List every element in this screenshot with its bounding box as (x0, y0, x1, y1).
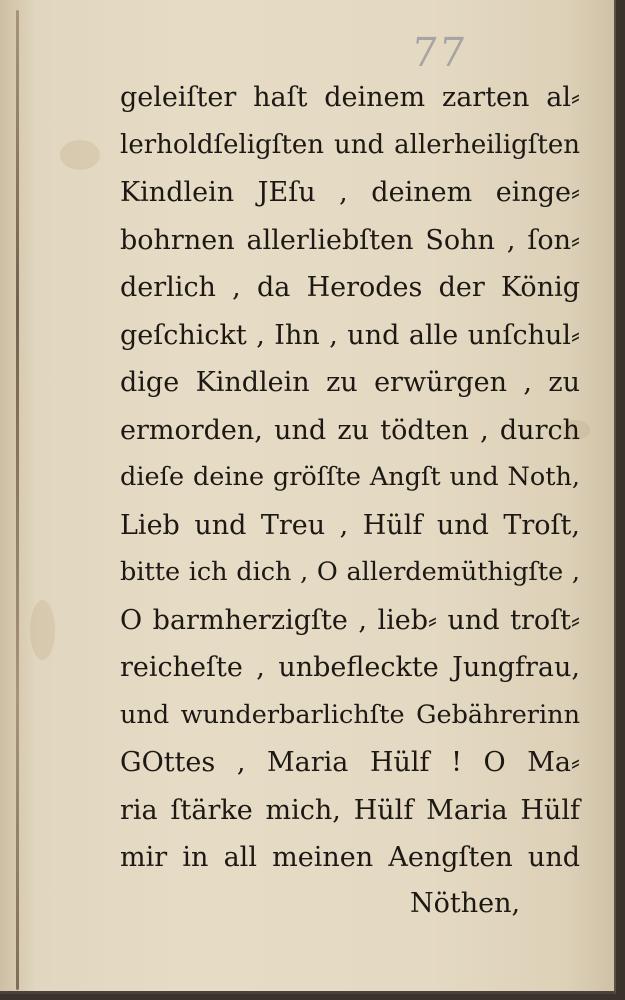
text-line: und wunderbarlichſte Gebährerinn (120, 699, 580, 730)
text-line: GOttes , Maria Hülf ! O Ma⸗ (120, 747, 580, 778)
body-text (120, 74, 580, 882)
binding-edge (16, 10, 19, 990)
text-line: geſchickt , Ihn , und alle unſchul⸗ (120, 319, 580, 351)
text-line: ermorden, und zu tödten , durch (120, 414, 580, 446)
text-line: lerholdſeligſten und allerheiligſten (120, 129, 580, 160)
text-line: geleiſter haſt deinem zarten al⸗ (120, 82, 580, 113)
text-line: mir in all meinen Aengſten und (120, 842, 580, 873)
text-line: bohrnen allerliebſten Sohn , ſon⸗ (120, 224, 580, 256)
text-line: reicheſte , unbefleckte Jungfrau, (120, 652, 580, 683)
text-line: ria ſtärke mich, Hülf Maria Hülf (120, 794, 580, 826)
text-line: Kindlein JEſu , deinem einge⸗ (120, 177, 580, 208)
text-line: dige Kindlein zu erwürgen , zu (120, 367, 580, 398)
handwritten-folio-number: 77 (409, 30, 470, 76)
text-line: dieſe deine gröſſte Angſt und Noth, (120, 462, 580, 492)
text-line: bitte ich dich , O allerdemüthigſte , (120, 557, 580, 587)
catchword: Nöthen, (410, 888, 521, 919)
text-line: Lieb und Treu , Hülf und Troſt, (120, 509, 580, 541)
paper-stain (30, 600, 55, 660)
text-line: derlich , da Herodes der König (120, 272, 580, 303)
paper-stain (60, 140, 100, 170)
text-line: O barmherzigſte , lieb⸗ und troſt⸗ (120, 604, 580, 636)
